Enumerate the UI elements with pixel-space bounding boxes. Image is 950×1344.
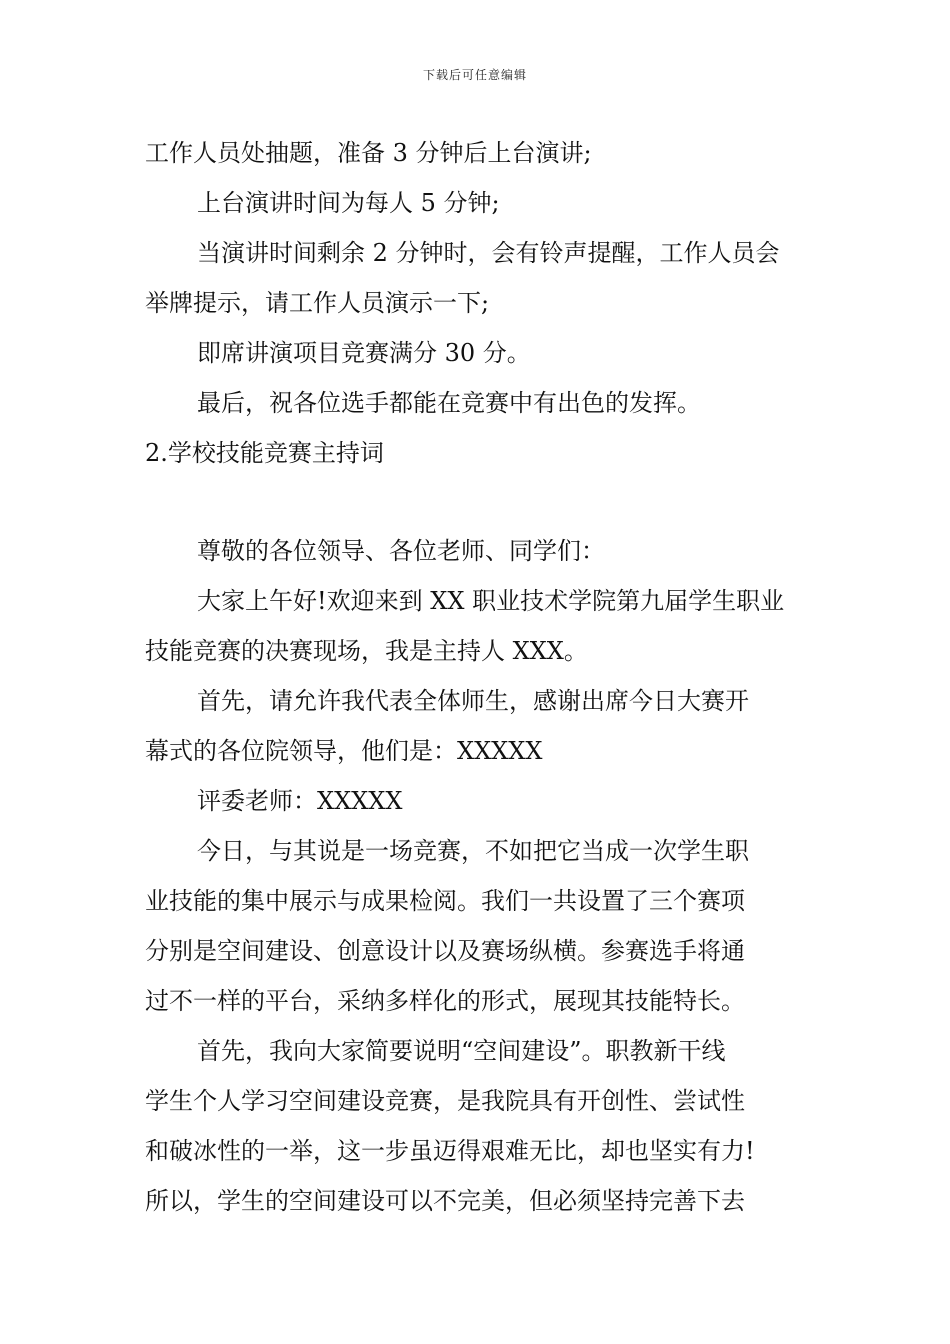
text-line: 今日，与其说是一场竞赛，不如把它当成一次学生职 bbox=[197, 837, 749, 865]
document-body bbox=[145, 128, 807, 1226]
text-line: 学生个人学习空间建设竞赛，是我院具有开创性、尝试性 bbox=[145, 1087, 745, 1115]
section-spacer bbox=[145, 478, 807, 526]
text-line: 首先，请允许我代表全体师生，感谢出席今日大赛开 bbox=[197, 687, 749, 715]
text-line: 所以，学生的空间建设可以不完美，但必须坚持完善下去 bbox=[145, 1187, 745, 1215]
text-line: 评委老师：XXXXX bbox=[197, 787, 403, 815]
text-line: 尊敬的各位领导、各位老师、同学们： bbox=[197, 537, 605, 565]
text-line: 首先，我向大家简要说明“空间建设”。职教新干线 bbox=[197, 1037, 726, 1065]
text-line: 幕式的各位院领导，他们是：XXXXX bbox=[145, 737, 543, 765]
text-line: 当演讲时间剩余 2 分钟时，会有铃声提醒，工作人员会 bbox=[197, 239, 780, 267]
text-line: 最后，祝各位选手都能在竞赛中有出色的发挥。 bbox=[197, 389, 701, 417]
section-heading: 2.学校技能竞赛主持词 bbox=[145, 439, 384, 467]
page-header-note: 下载后可任意编辑 bbox=[422, 68, 527, 82]
text-line: 业技能的集中展示与成果检阅。我们一共设置了三个赛项 bbox=[145, 887, 745, 915]
text-line: 分别是空间建设、创意设计以及赛场纵横。参赛选手将通 bbox=[145, 937, 745, 965]
text-line: 举牌提示，请工作人员演示一下; bbox=[145, 289, 490, 317]
text-line: 上台演讲时间为每人 5 分钟; bbox=[197, 189, 500, 217]
text-line: 技能竞赛的决赛现场，我是主持人 XXX。 bbox=[145, 637, 588, 665]
text-line: 大家上午好!欢迎来到 XX 职业技术学院第九届学生职业 bbox=[197, 587, 785, 615]
text-line: 和破冰性的一举，这一步虽迈得艰难无比，却也坚实有力! bbox=[145, 1137, 755, 1165]
text-line: 工作人员处抽题，准备 3 分钟后上台演讲; bbox=[145, 139, 592, 167]
text-line: 即席讲演项目竞赛满分 30 分。 bbox=[197, 339, 531, 367]
text-line: 过不一样的平台，采纳多样化的形式，展现其技能特长。 bbox=[145, 987, 745, 1015]
